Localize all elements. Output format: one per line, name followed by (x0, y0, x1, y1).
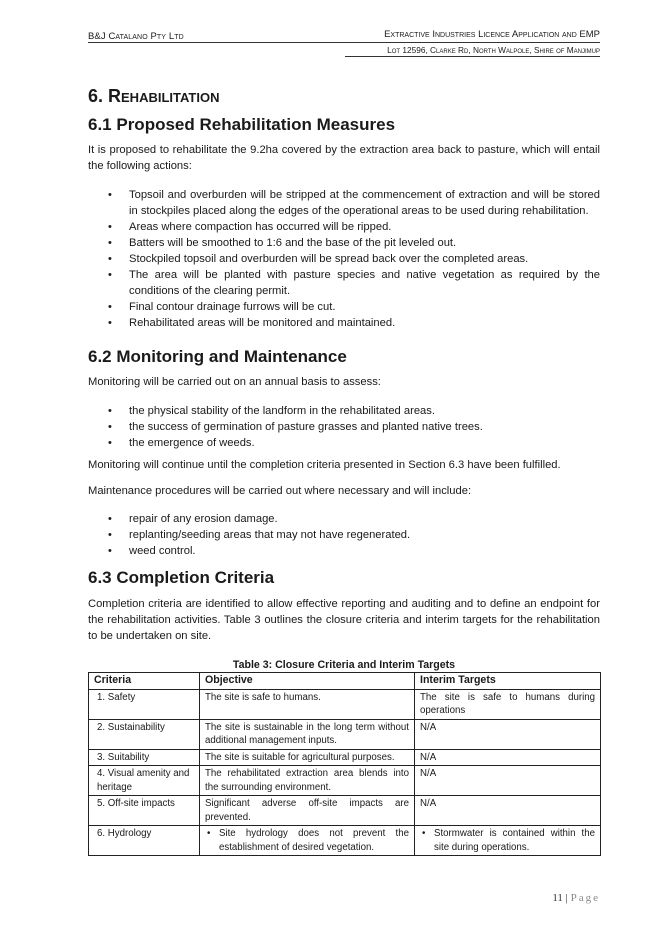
target-bullet-list (420, 827, 595, 854)
table-row (89, 749, 601, 766)
list-item: • Batters will be smoothed to 1:6 and the base of the pit leveled out. (88, 235, 600, 251)
objective-cell: The site is sustainable in the long term without additional management inputs. (200, 719, 415, 749)
target-cell: N/A (415, 719, 601, 749)
criteria-cell: 3. Suitability (89, 749, 200, 766)
section-title: 6. Rehabilitation (88, 86, 220, 106)
list-item: • The area will be planted with pasture species and native vegetation as required by the conditions of the clearing permit. (88, 267, 600, 299)
criteria-cell: 2. Sustainability (89, 719, 200, 749)
list-item: • replanting/seeding areas that may not have regenerated. (88, 527, 600, 543)
table-row (89, 826, 601, 856)
bullet-list-6-2-monitoring (88, 403, 600, 451)
header-doc-title: Extractive Industries Licence Application and EMP (384, 29, 600, 40)
list-item: • Stockpiled topsoil and overburden will be spread back over the completed areas. (88, 251, 600, 267)
column-header-criteria: Criteria (89, 673, 200, 690)
table-header-row (89, 673, 601, 690)
bullet-list-6-2-maintenance (88, 511, 600, 559)
objective-cell: The site is suitable for agricultural purposes. (200, 749, 415, 766)
objective-bullet-list (205, 827, 409, 854)
table-row (89, 766, 601, 796)
list-item: • the emergence of weeds. (88, 435, 600, 451)
objective-cell: The rehabilitated extraction area blends into the surrounding environment. (200, 766, 415, 796)
list-item: • repair of any erosion damage. (88, 511, 600, 527)
criteria-cell: 1. Safety (89, 689, 200, 719)
target-cell: N/A (415, 796, 601, 826)
closure-criteria-table (88, 672, 601, 856)
column-header-objective: Objective (200, 673, 415, 690)
list-item: • the physical stability of the landform in the rehabilitated areas. (88, 403, 600, 419)
column-header-interim-targets: Interim Targets (415, 673, 601, 690)
header-doc-location: Lot 12596, Clarke Rd, North Walpole, Shire of Manjimup (387, 45, 600, 55)
subsection-title-6-3: 6.3 Completion Criteria (88, 568, 275, 587)
header-company: B&J Catalano Pty Ltd (88, 31, 184, 42)
page-content (88, 82, 600, 856)
page-footer (552, 892, 600, 904)
table-caption: Table 3: Closure Criteria and Interim Targets (232, 659, 456, 671)
page-label: Page (570, 892, 600, 904)
target-cell: The site is safe to humans during operations (415, 689, 601, 719)
paragraph-6-2-intro: Monitoring will be carried out on an annual basis to assess: (88, 376, 381, 388)
page-number: 11 (552, 892, 563, 904)
header-rule (88, 42, 600, 43)
header-subrule (345, 56, 600, 57)
objective-cell: Significant adverse off-site impacts are prevented. (200, 796, 415, 826)
target-cell (415, 826, 601, 856)
list-item: • Areas where compaction has occurred will be ripped. (88, 219, 600, 235)
criteria-cell: 4. Visual amenity and heritage (89, 766, 200, 796)
objective-cell (200, 826, 415, 856)
list-item: • Stormwater is contained within the site during operations. (420, 827, 595, 854)
table-row (89, 719, 601, 749)
paragraph-6-3-intro: Completion criteria are identified to allow effective reporting and auditing and to define an endpoint for the rehabilitation activities. Table 3 outlines the closure criteria and interim targets for the rehabilitation to be undertaken on site. (88, 598, 600, 642)
criteria-cell: 6. Hydrology (89, 826, 200, 856)
list-item: • weed control. (88, 543, 600, 559)
list-item: • the success of germination of pasture grasses and planted native trees. (88, 419, 600, 435)
table-row (89, 796, 601, 826)
list-item: • Site hydrology does not prevent the establishment of desired vegetation. (205, 827, 409, 854)
criteria-cell: 5. Off-site impacts (89, 796, 200, 826)
target-cell: N/A (415, 749, 601, 766)
table-row (89, 689, 601, 719)
paragraph-6-2-continue: Monitoring will continue until the completion criteria presented in Section 6.3 have been fulfilled. (88, 459, 561, 471)
list-item: • Topsoil and overburden will be stripped at the commencement of extraction and will be stored in stockpiles placed along the edges of the operational areas to be used during rehabilitation. (88, 187, 600, 219)
target-cell: N/A (415, 766, 601, 796)
bullet-list-6-1 (88, 187, 600, 331)
list-item: • Final contour drainage furrows will be cut. (88, 299, 600, 315)
subsection-title-6-2: 6.2 Monitoring and Maintenance (88, 347, 347, 366)
subsection-title-6-1: 6.1 Proposed Rehabilitation Measures (88, 115, 396, 134)
page-separator: | (565, 892, 568, 904)
list-item: • Rehabilitated areas will be monitored and maintained. (88, 315, 600, 331)
paragraph-6-1-intro: It is proposed to rehabilitate the 9.2ha covered by the extraction area back to pasture, which will entail the following actions: (88, 144, 600, 172)
objective-cell: The site is safe to humans. (200, 689, 415, 719)
paragraph-6-2-maintenance: Maintenance procedures will be carried out where necessary and will include: (88, 485, 472, 497)
